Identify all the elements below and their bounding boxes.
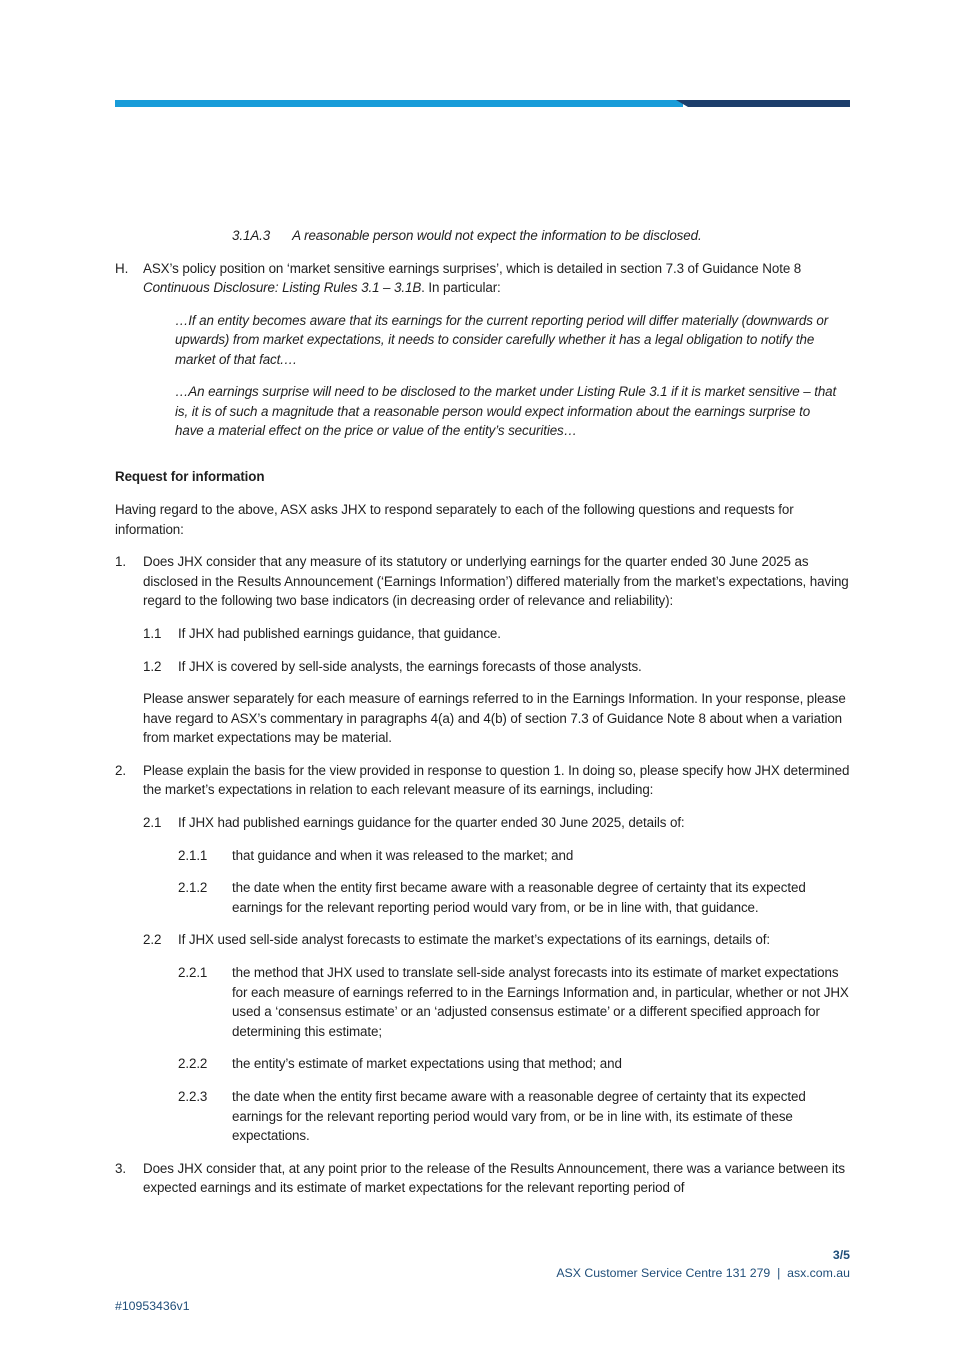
list-item-3 <box>115 1159 850 1198</box>
page-number: 3/5 <box>832 1248 850 1262</box>
question-1-note: Please answer separately for each measure of earnings referred to in the Earnings Information. In your response, please have regard to ASX’s commentary in paragraphs 4(a) and 4(b) of section 7.3 of Guidance Note 8 about when a variation from market expectations may be material. <box>143 691 846 746</box>
section-heading: Request for information <box>115 468 265 484</box>
list-item-number: 3. <box>115 1160 126 1176</box>
list-item-text: the entity’s estimate of market expectations using that method; and <box>232 1056 622 1072</box>
list-item-number: 1.2 <box>143 658 162 674</box>
list-item-1-2 <box>115 657 850 677</box>
list-item-text: If JHX had published earnings guidance for the quarter ended 30 June 2025, details of: <box>178 815 685 831</box>
block-quote-1: …If an entity becomes aware that its earnings for the current reporting period will differ materially (downwards or upwards) from market expectations, it needs to consider carefully whether it has a legal obligation to notify the market of that fact.… <box>175 312 829 367</box>
list-item-text <box>143 259 850 298</box>
list-item-text: the method that JHX used to translate sell-side analyst forecasts into its estimate of market expectations for each measure of earnings referred to in the Earnings Information and, in particular, whether or not JHX used a ‘consensus estimate’ or an ‘adjusted consensus estimate’ or a different specified approach for determining this estimate; <box>232 965 849 1039</box>
document-reference: #10953436v1 <box>115 1299 190 1313</box>
list-item-number: H. <box>115 260 129 276</box>
list-item-number: 2.2.3 <box>178 1089 208 1104</box>
list-item-2-1-1 <box>115 846 850 866</box>
list-item-text: that guidance and when it was released to the market; and <box>232 847 574 863</box>
rule-reference-text: A reasonable person would not expect the information to be disclosed. <box>292 228 702 243</box>
list-item-text: If JHX had published earnings guidance, that guidance. <box>178 625 501 641</box>
list-item-number: 2.1 <box>143 815 162 831</box>
header-brand-bar <box>115 100 850 107</box>
list-item-text: Does JHX consider that any measure of its statutory or underlying earnings for the quarter ended 30 June 2025 as disclosed in the Results Announcement (‘Earnings Information’) differed materially from the market’s expectations, having regard to the following two base indicators (in decreasing order of relevance and reliability): <box>143 554 849 609</box>
list-item-number: 2.2 <box>143 932 162 948</box>
list-item-text: If JHX used sell-side analyst forecasts to estimate the market’s expectations of its earnings, details of: <box>178 932 771 948</box>
block-quote-2: …An earnings surprise will need to be disclosed to the market under Listing Rule 3.1 if it is market sensitive – that is, it is of such a magnitude that a reasonable person would expect information about the earnings surprise to have a material effect on the price or value of the entity’s securities… <box>175 384 837 439</box>
document-body <box>115 226 850 1211</box>
list-item-number: 1. <box>115 554 126 570</box>
list-item-number: 2.2.2 <box>178 1056 208 1072</box>
list-item-2-2-2 <box>115 1054 850 1074</box>
list-item-text: the date when the entity first became aware with a reasonable degree of certainty that its expected earnings for the relevant reporting period would vary from, or be in line with, its estimate of these expectations. <box>232 1089 806 1144</box>
list-item-text: If JHX is covered by sell-side analysts, the earnings forecasts of those analysts. <box>178 658 642 674</box>
page-footer <box>556 1246 850 1282</box>
item-h-text-post: . In particular: <box>421 280 501 296</box>
list-item-2-2 <box>115 930 850 950</box>
item-h-text-pre: ASX’s policy position on ‘market sensitive earnings surprises’, which is detailed in section 7.3 of Guidance Note 8 <box>143 260 802 276</box>
list-item-number: 2.1.2 <box>178 880 208 896</box>
list-item-number: 2.1.1 <box>178 847 208 863</box>
list-item-number: 1.1 <box>143 625 162 641</box>
footer-contact-line: ASX Customer Service Centre 131 279 | asx.com.au <box>556 1266 850 1280</box>
list-item-2-1-2 <box>115 878 850 917</box>
list-item-1 <box>115 552 850 611</box>
intro-paragraph: Having regard to the above, ASX asks JHX to respond separately to each of the following questions and requests for information: <box>115 501 794 537</box>
list-item-h <box>115 259 850 298</box>
list-item-text: the date when the entity first became aware with a reasonable degree of certainty that its expected earnings for the relevant reporting period would vary from, or be in line with, that guidance. <box>232 880 806 915</box>
brand-bar-cyan-segment <box>115 100 683 107</box>
brand-bar-navy-segment <box>676 100 850 107</box>
list-item-2 <box>115 761 850 800</box>
rule-reference-number: 3.1A.3 <box>232 228 271 243</box>
list-item-1-1 <box>115 624 850 644</box>
list-item-number: 2. <box>115 762 126 778</box>
list-item-text: Does JHX consider that, at any point prior to the release of the Results Announcement, there was a variance between its expected earnings and its estimate of market expectations for the relevant reporting period of <box>143 1160 845 1196</box>
item-h-citation: Continuous Disclosure: Listing Rules 3.1 – 3.1B <box>143 280 422 296</box>
rule-reference-line <box>115 226 850 246</box>
list-item-2-2-3 <box>115 1087 850 1146</box>
list-item-number: 2.2.1 <box>178 965 208 981</box>
list-item-2-1 <box>115 813 850 833</box>
list-item-text: Please explain the basis for the view provided in response to question 1. In doing so, please specify how JHX determined the market’s expectations in relation to each relevant measure of its earnings, including: <box>143 762 850 798</box>
list-item-2-2-1 <box>115 963 850 1041</box>
